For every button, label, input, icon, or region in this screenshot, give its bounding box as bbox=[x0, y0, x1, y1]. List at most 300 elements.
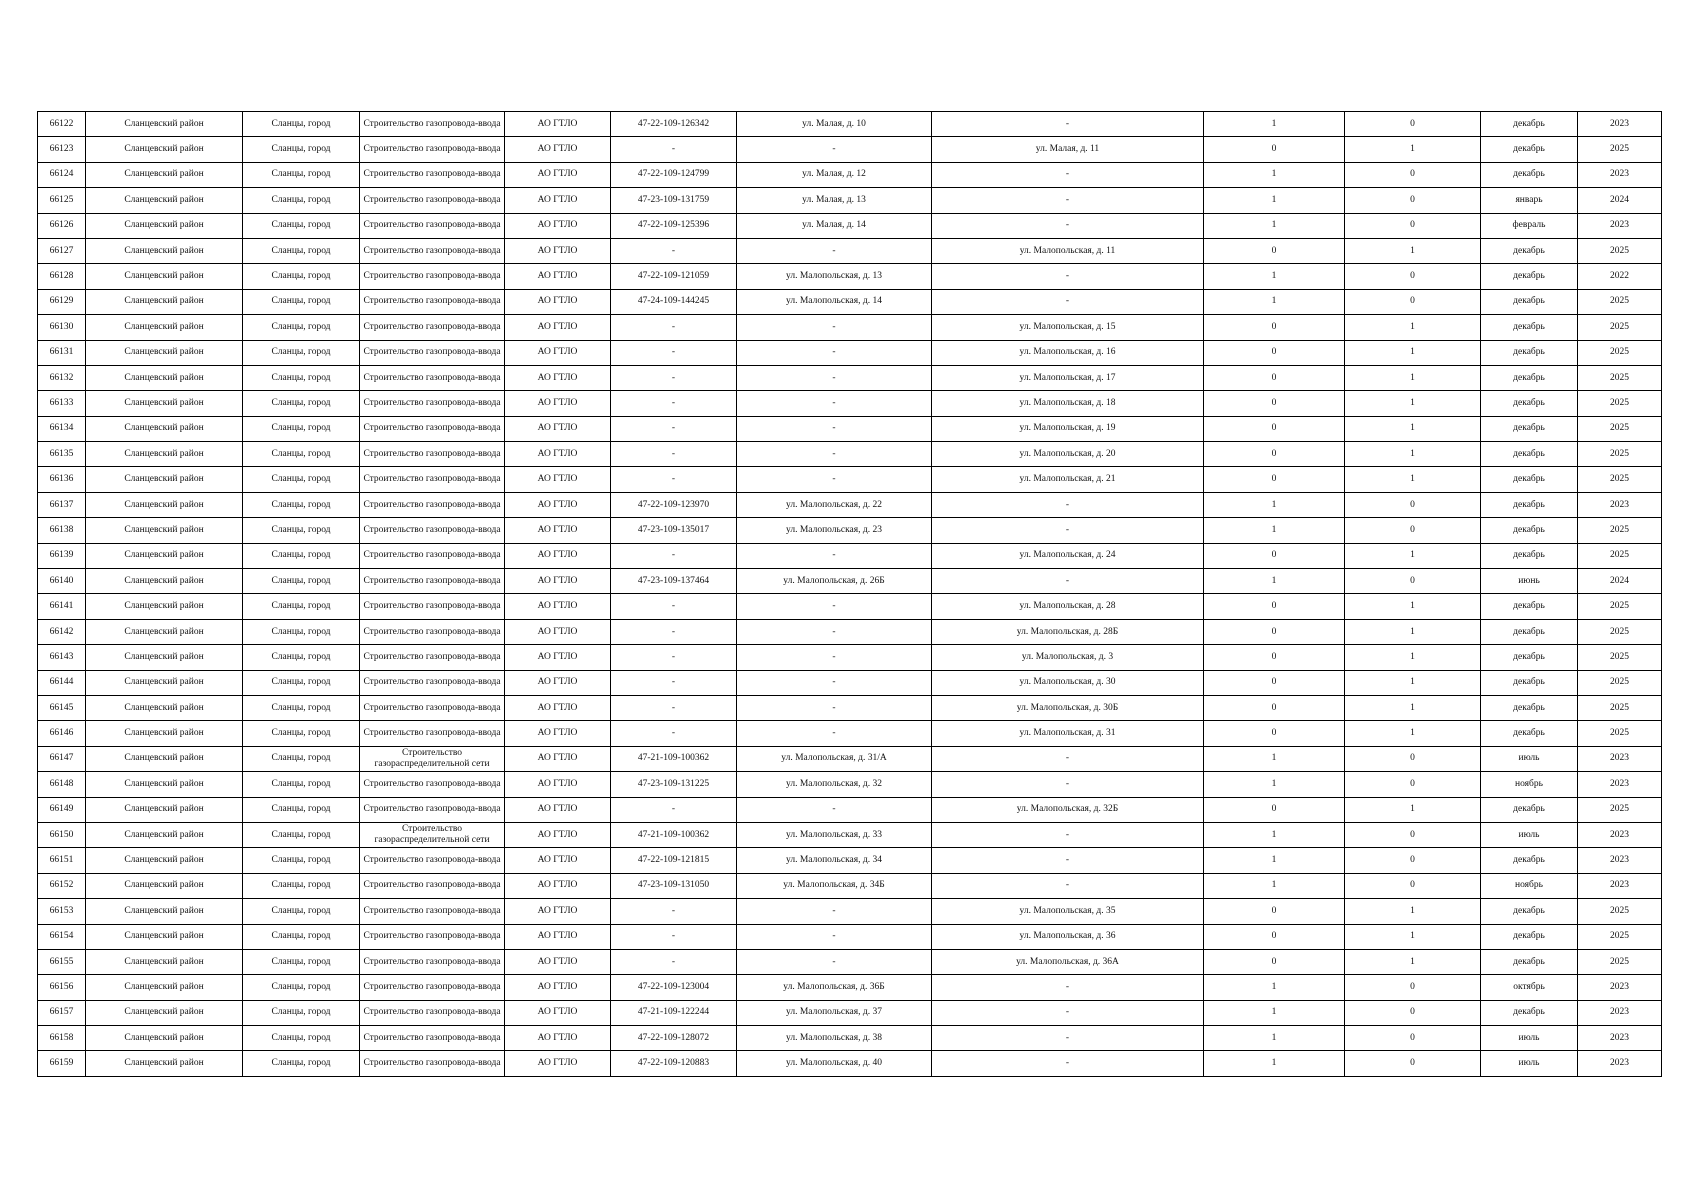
cell-count-built: 0 bbox=[1204, 924, 1345, 949]
cell-count-built: 1 bbox=[1204, 975, 1345, 1000]
cell-year: 2025 bbox=[1578, 365, 1662, 390]
cell-district: Сланцевский район bbox=[86, 848, 243, 873]
cell-organization: АО ГТЛО bbox=[505, 619, 611, 644]
cell-organization: АО ГТЛО bbox=[505, 492, 611, 517]
cell-address-built: ул. Малопольская, д. 32 bbox=[737, 772, 932, 797]
cell-organization: АО ГТЛО bbox=[505, 289, 611, 314]
table-row bbox=[38, 924, 1662, 949]
cell-month: июль bbox=[1481, 1051, 1578, 1076]
cell-year: 2025 bbox=[1578, 137, 1662, 162]
cell-address-built: - bbox=[737, 797, 932, 822]
cell-district: Сланцевский район bbox=[86, 569, 243, 594]
cell-permit-number: - bbox=[611, 467, 737, 492]
cell-count-planned: 1 bbox=[1345, 137, 1481, 162]
cell-address-planned: ул. Малопольская, д. 19 bbox=[932, 416, 1204, 441]
cell-work-type: Строительство газопровода-ввода bbox=[360, 137, 505, 162]
cell-settlement: Сланцы, город bbox=[243, 848, 360, 873]
cell-work-type: Строительство газопровода-ввода bbox=[360, 492, 505, 517]
cell-permit-number: - bbox=[611, 695, 737, 720]
cell-district: Сланцевский район bbox=[86, 416, 243, 441]
cell-month: декабрь bbox=[1481, 848, 1578, 873]
cell-district: Сланцевский район bbox=[86, 467, 243, 492]
cell-organization: АО ГТЛО bbox=[505, 975, 611, 1000]
cell-permit-number: 47-22-109-121815 bbox=[611, 848, 737, 873]
cell-address-planned: ул. Малопольская, д. 3 bbox=[932, 645, 1204, 670]
cell-count-planned: 1 bbox=[1345, 543, 1481, 568]
cell-row-number: 66147 bbox=[38, 746, 86, 771]
cell-address-planned: - bbox=[932, 975, 1204, 1000]
cell-work-type: Строительство газопровода-ввода bbox=[360, 569, 505, 594]
table-row bbox=[38, 873, 1662, 898]
cell-address-built: - bbox=[737, 238, 932, 263]
cell-address-planned: - bbox=[932, 264, 1204, 289]
cell-settlement: Сланцы, город bbox=[243, 975, 360, 1000]
cell-count-planned: 1 bbox=[1345, 797, 1481, 822]
cell-work-type: Строительство газопровода-ввода bbox=[360, 518, 505, 543]
table-row bbox=[38, 797, 1662, 822]
cell-row-number: 66144 bbox=[38, 670, 86, 695]
cell-month: декабрь bbox=[1481, 315, 1578, 340]
table-body bbox=[38, 112, 1662, 1077]
cell-address-built: - bbox=[737, 467, 932, 492]
cell-year: 2025 bbox=[1578, 416, 1662, 441]
cell-count-built: 0 bbox=[1204, 899, 1345, 924]
cell-work-type: Строительство газораспределительной сети bbox=[360, 822, 505, 847]
cell-settlement: Сланцы, город bbox=[243, 340, 360, 365]
cell-year: 2023 bbox=[1578, 213, 1662, 238]
cell-district: Сланцевский район bbox=[86, 137, 243, 162]
cell-count-built: 0 bbox=[1204, 416, 1345, 441]
cell-month: декабрь bbox=[1481, 518, 1578, 543]
cell-year: 2023 bbox=[1578, 1026, 1662, 1051]
cell-permit-number: - bbox=[611, 949, 737, 974]
cell-address-built: - bbox=[737, 315, 932, 340]
cell-address-planned: ул. Малопольская, д. 21 bbox=[932, 467, 1204, 492]
cell-address-planned: - bbox=[932, 162, 1204, 187]
cell-month: декабрь bbox=[1481, 416, 1578, 441]
table-row bbox=[38, 112, 1662, 137]
cell-count-planned: 0 bbox=[1345, 848, 1481, 873]
cell-work-type: Строительство газопровода-ввода bbox=[360, 1051, 505, 1076]
cell-work-type: Строительство газопровода-ввода bbox=[360, 264, 505, 289]
cell-month: декабрь bbox=[1481, 365, 1578, 390]
cell-row-number: 66125 bbox=[38, 188, 86, 213]
cell-year: 2023 bbox=[1578, 112, 1662, 137]
cell-count-planned: 0 bbox=[1345, 188, 1481, 213]
table-row bbox=[38, 340, 1662, 365]
cell-address-planned: - bbox=[932, 822, 1204, 847]
cell-permit-number: - bbox=[611, 543, 737, 568]
cell-address-planned: ул. Малопольская, д. 32Б bbox=[932, 797, 1204, 822]
cell-year: 2025 bbox=[1578, 670, 1662, 695]
cell-permit-number: 47-22-109-121059 bbox=[611, 264, 737, 289]
cell-permit-number: 47-23-109-131225 bbox=[611, 772, 737, 797]
cell-settlement: Сланцы, город bbox=[243, 264, 360, 289]
cell-work-type: Строительство газопровода-ввода bbox=[360, 670, 505, 695]
cell-district: Сланцевский район bbox=[86, 1026, 243, 1051]
cell-work-type: Строительство газопровода-ввода bbox=[360, 924, 505, 949]
cell-count-planned: 1 bbox=[1345, 594, 1481, 619]
cell-settlement: Сланцы, город bbox=[243, 1026, 360, 1051]
cell-count-planned: 0 bbox=[1345, 213, 1481, 238]
cell-settlement: Сланцы, город bbox=[243, 1000, 360, 1025]
cell-organization: АО ГТЛО bbox=[505, 365, 611, 390]
cell-month: декабрь bbox=[1481, 619, 1578, 644]
cell-count-built: 1 bbox=[1204, 518, 1345, 543]
cell-settlement: Сланцы, город bbox=[243, 162, 360, 187]
cell-month: ноябрь bbox=[1481, 873, 1578, 898]
cell-count-planned: 1 bbox=[1345, 467, 1481, 492]
cell-count-built: 0 bbox=[1204, 238, 1345, 263]
cell-count-built: 0 bbox=[1204, 467, 1345, 492]
cell-address-built: ул. Малопольская, д. 22 bbox=[737, 492, 932, 517]
table-row bbox=[38, 721, 1662, 746]
cell-count-built: 1 bbox=[1204, 289, 1345, 314]
cell-address-planned: ул. Малопольская, д. 36 bbox=[932, 924, 1204, 949]
cell-work-type: Строительство газопровода-ввода bbox=[360, 162, 505, 187]
cell-count-built: 0 bbox=[1204, 695, 1345, 720]
cell-permit-number: 47-23-109-131050 bbox=[611, 873, 737, 898]
cell-address-built: - bbox=[737, 949, 932, 974]
cell-year: 2023 bbox=[1578, 822, 1662, 847]
cell-count-built: 1 bbox=[1204, 746, 1345, 771]
cell-permit-number: - bbox=[611, 442, 737, 467]
cell-district: Сланцевский район bbox=[86, 899, 243, 924]
cell-address-planned: ул. Малопольская, д. 17 bbox=[932, 365, 1204, 390]
cell-settlement: Сланцы, город bbox=[243, 569, 360, 594]
cell-settlement: Сланцы, город bbox=[243, 315, 360, 340]
cell-year: 2023 bbox=[1578, 975, 1662, 1000]
cell-district: Сланцевский район bbox=[86, 949, 243, 974]
cell-row-number: 66129 bbox=[38, 289, 86, 314]
cell-count-built: 0 bbox=[1204, 619, 1345, 644]
cell-organization: АО ГТЛО bbox=[505, 949, 611, 974]
table-row bbox=[38, 264, 1662, 289]
cell-count-built: 0 bbox=[1204, 721, 1345, 746]
cell-permit-number: - bbox=[611, 721, 737, 746]
cell-count-planned: 1 bbox=[1345, 416, 1481, 441]
cell-work-type: Строительство газопровода-ввода bbox=[360, 467, 505, 492]
cell-row-number: 66153 bbox=[38, 899, 86, 924]
cell-count-built: 1 bbox=[1204, 1051, 1345, 1076]
cell-count-built: 1 bbox=[1204, 213, 1345, 238]
cell-work-type: Строительство газопровода-ввода bbox=[360, 695, 505, 720]
cell-count-planned: 0 bbox=[1345, 1026, 1481, 1051]
cell-settlement: Сланцы, город bbox=[243, 924, 360, 949]
cell-settlement: Сланцы, город bbox=[243, 797, 360, 822]
cell-year: 2023 bbox=[1578, 873, 1662, 898]
gas-connection-table bbox=[37, 111, 1662, 1077]
cell-month: декабрь bbox=[1481, 721, 1578, 746]
cell-row-number: 66127 bbox=[38, 238, 86, 263]
cell-district: Сланцевский район bbox=[86, 365, 243, 390]
cell-address-built: - bbox=[737, 365, 932, 390]
cell-year: 2023 bbox=[1578, 1000, 1662, 1025]
cell-count-planned: 0 bbox=[1345, 772, 1481, 797]
cell-address-built: ул. Малая, д. 10 bbox=[737, 112, 932, 137]
cell-district: Сланцевский район bbox=[86, 772, 243, 797]
cell-year: 2024 bbox=[1578, 188, 1662, 213]
document-page bbox=[37, 111, 1661, 1077]
cell-address-planned: ул. Малопольская, д. 35 bbox=[932, 899, 1204, 924]
cell-address-planned: - bbox=[932, 1051, 1204, 1076]
cell-permit-number: - bbox=[611, 797, 737, 822]
cell-count-built: 1 bbox=[1204, 1000, 1345, 1025]
cell-month: декабрь bbox=[1481, 264, 1578, 289]
cell-settlement: Сланцы, город bbox=[243, 899, 360, 924]
cell-permit-number: - bbox=[611, 619, 737, 644]
cell-count-built: 1 bbox=[1204, 492, 1345, 517]
cell-district: Сланцевский район bbox=[86, 721, 243, 746]
cell-settlement: Сланцы, город bbox=[243, 238, 360, 263]
table-row bbox=[38, 1000, 1662, 1025]
cell-row-number: 66131 bbox=[38, 340, 86, 365]
cell-district: Сланцевский район bbox=[86, 822, 243, 847]
cell-district: Сланцевский район bbox=[86, 213, 243, 238]
table-row bbox=[38, 949, 1662, 974]
cell-district: Сланцевский район bbox=[86, 619, 243, 644]
cell-district: Сланцевский район bbox=[86, 289, 243, 314]
cell-year: 2023 bbox=[1578, 848, 1662, 873]
cell-address-planned: ул. Малопольская, д. 28 bbox=[932, 594, 1204, 619]
cell-work-type: Строительство газопровода-ввода bbox=[360, 619, 505, 644]
cell-district: Сланцевский район bbox=[86, 670, 243, 695]
cell-settlement: Сланцы, город bbox=[243, 543, 360, 568]
cell-organization: АО ГТЛО bbox=[505, 873, 611, 898]
cell-count-built: 1 bbox=[1204, 1026, 1345, 1051]
cell-row-number: 66132 bbox=[38, 365, 86, 390]
cell-count-planned: 0 bbox=[1345, 492, 1481, 517]
cell-count-planned: 1 bbox=[1345, 365, 1481, 390]
table-row bbox=[38, 670, 1662, 695]
cell-month: декабрь bbox=[1481, 670, 1578, 695]
cell-address-built: ул. Малая, д. 14 bbox=[737, 213, 932, 238]
cell-address-planned: - bbox=[932, 1026, 1204, 1051]
cell-year: 2025 bbox=[1578, 543, 1662, 568]
cell-permit-number: 47-22-109-120883 bbox=[611, 1051, 737, 1076]
cell-address-built: - bbox=[737, 137, 932, 162]
cell-month: июнь bbox=[1481, 569, 1578, 594]
table-row bbox=[38, 695, 1662, 720]
cell-row-number: 66133 bbox=[38, 391, 86, 416]
table-row bbox=[38, 543, 1662, 568]
cell-organization: АО ГТЛО bbox=[505, 315, 611, 340]
cell-year: 2024 bbox=[1578, 569, 1662, 594]
cell-month: декабрь bbox=[1481, 162, 1578, 187]
cell-organization: АО ГТЛО bbox=[505, 924, 611, 949]
table-row bbox=[38, 492, 1662, 517]
cell-work-type: Строительство газопровода-ввода bbox=[360, 594, 505, 619]
cell-month: июль bbox=[1481, 1026, 1578, 1051]
cell-organization: АО ГТЛО bbox=[505, 137, 611, 162]
cell-count-planned: 1 bbox=[1345, 619, 1481, 644]
cell-address-built: - bbox=[737, 670, 932, 695]
cell-settlement: Сланцы, город bbox=[243, 365, 360, 390]
cell-count-planned: 0 bbox=[1345, 822, 1481, 847]
cell-count-built: 0 bbox=[1204, 543, 1345, 568]
table-row bbox=[38, 645, 1662, 670]
cell-work-type: Строительство газопровода-ввода bbox=[360, 213, 505, 238]
cell-address-planned: - bbox=[932, 772, 1204, 797]
cell-count-built: 1 bbox=[1204, 772, 1345, 797]
cell-district: Сланцевский район bbox=[86, 746, 243, 771]
cell-month: декабрь bbox=[1481, 238, 1578, 263]
cell-work-type: Строительство газопровода-ввода bbox=[360, 848, 505, 873]
table-row bbox=[38, 416, 1662, 441]
cell-address-planned: ул. Малопольская, д. 30 bbox=[932, 670, 1204, 695]
cell-organization: АО ГТЛО bbox=[505, 1000, 611, 1025]
cell-address-built: - bbox=[737, 442, 932, 467]
cell-count-planned: 1 bbox=[1345, 899, 1481, 924]
cell-district: Сланцевский район bbox=[86, 162, 243, 187]
cell-district: Сланцевский район bbox=[86, 975, 243, 1000]
cell-organization: АО ГТЛО bbox=[505, 645, 611, 670]
cell-count-planned: 1 bbox=[1345, 340, 1481, 365]
cell-work-type: Строительство газопровода-ввода bbox=[360, 797, 505, 822]
cell-row-number: 66137 bbox=[38, 492, 86, 517]
cell-work-type: Строительство газораспределительной сети bbox=[360, 746, 505, 771]
cell-district: Сланцевский район bbox=[86, 1000, 243, 1025]
cell-organization: АО ГТЛО bbox=[505, 188, 611, 213]
cell-row-number: 66141 bbox=[38, 594, 86, 619]
cell-row-number: 66123 bbox=[38, 137, 86, 162]
cell-row-number: 66126 bbox=[38, 213, 86, 238]
cell-permit-number: 47-21-109-100362 bbox=[611, 822, 737, 847]
table-row bbox=[38, 899, 1662, 924]
cell-organization: АО ГТЛО bbox=[505, 772, 611, 797]
cell-address-built: - bbox=[737, 645, 932, 670]
cell-address-planned: ул. Малопольская, д. 28Б bbox=[932, 619, 1204, 644]
cell-address-planned: ул. Малопольская, д. 36А bbox=[932, 949, 1204, 974]
cell-row-number: 66154 bbox=[38, 924, 86, 949]
cell-district: Сланцевский район bbox=[86, 873, 243, 898]
table-row bbox=[38, 619, 1662, 644]
cell-address-built: ул. Малопольская, д. 34Б bbox=[737, 873, 932, 898]
cell-row-number: 66130 bbox=[38, 315, 86, 340]
cell-district: Сланцевский район bbox=[86, 1051, 243, 1076]
cell-permit-number: - bbox=[611, 391, 737, 416]
cell-organization: АО ГТЛО bbox=[505, 416, 611, 441]
table-row bbox=[38, 289, 1662, 314]
cell-address-built: - bbox=[737, 695, 932, 720]
cell-year: 2025 bbox=[1578, 518, 1662, 543]
cell-work-type: Строительство газопровода-ввода bbox=[360, 645, 505, 670]
cell-address-planned: ул. Малая, д. 11 bbox=[932, 137, 1204, 162]
cell-row-number: 66135 bbox=[38, 442, 86, 467]
cell-count-built: 0 bbox=[1204, 645, 1345, 670]
cell-district: Сланцевский район bbox=[86, 797, 243, 822]
cell-count-planned: 0 bbox=[1345, 112, 1481, 137]
cell-row-number: 66150 bbox=[38, 822, 86, 847]
table-row bbox=[38, 391, 1662, 416]
cell-organization: АО ГТЛО bbox=[505, 848, 611, 873]
cell-settlement: Сланцы, город bbox=[243, 695, 360, 720]
cell-organization: АО ГТЛО bbox=[505, 1026, 611, 1051]
cell-address-planned: ул. Малопольская, д. 24 bbox=[932, 543, 1204, 568]
cell-address-built: ул. Малопольская, д. 31/А bbox=[737, 746, 932, 771]
cell-count-built: 1 bbox=[1204, 873, 1345, 898]
cell-organization: АО ГТЛО bbox=[505, 340, 611, 365]
cell-month: октябрь bbox=[1481, 975, 1578, 1000]
cell-address-planned: - bbox=[932, 1000, 1204, 1025]
cell-organization: АО ГТЛО bbox=[505, 112, 611, 137]
cell-count-built: 0 bbox=[1204, 137, 1345, 162]
cell-permit-number: 47-22-109-128072 bbox=[611, 1026, 737, 1051]
cell-row-number: 66139 bbox=[38, 543, 86, 568]
cell-month: декабрь bbox=[1481, 467, 1578, 492]
cell-organization: АО ГТЛО bbox=[505, 264, 611, 289]
cell-count-planned: 1 bbox=[1345, 670, 1481, 695]
cell-count-built: 0 bbox=[1204, 949, 1345, 974]
cell-row-number: 66157 bbox=[38, 1000, 86, 1025]
cell-month: декабрь bbox=[1481, 492, 1578, 517]
cell-settlement: Сланцы, город bbox=[243, 112, 360, 137]
cell-permit-number: 47-21-109-122244 bbox=[611, 1000, 737, 1025]
cell-settlement: Сланцы, город bbox=[243, 467, 360, 492]
cell-month: декабрь bbox=[1481, 899, 1578, 924]
table-row bbox=[38, 213, 1662, 238]
cell-settlement: Сланцы, город bbox=[243, 721, 360, 746]
cell-permit-number: - bbox=[611, 340, 737, 365]
cell-organization: АО ГТЛО bbox=[505, 594, 611, 619]
cell-organization: АО ГТЛО bbox=[505, 213, 611, 238]
cell-row-number: 66128 bbox=[38, 264, 86, 289]
cell-work-type: Строительство газопровода-ввода bbox=[360, 975, 505, 1000]
table-row bbox=[38, 365, 1662, 390]
cell-permit-number: - bbox=[611, 315, 737, 340]
cell-organization: АО ГТЛО bbox=[505, 518, 611, 543]
cell-month: февраль bbox=[1481, 213, 1578, 238]
cell-year: 2025 bbox=[1578, 442, 1662, 467]
cell-work-type: Строительство газопровода-ввода bbox=[360, 340, 505, 365]
cell-month: декабрь bbox=[1481, 112, 1578, 137]
cell-address-planned: ул. Малопольская, д. 15 bbox=[932, 315, 1204, 340]
cell-count-built: 0 bbox=[1204, 391, 1345, 416]
cell-row-number: 66142 bbox=[38, 619, 86, 644]
cell-year: 2022 bbox=[1578, 264, 1662, 289]
table-row bbox=[38, 746, 1662, 771]
cell-organization: АО ГТЛО bbox=[505, 746, 611, 771]
cell-address-planned: ул. Малопольская, д. 16 bbox=[932, 340, 1204, 365]
cell-month: декабрь bbox=[1481, 391, 1578, 416]
cell-address-built: - bbox=[737, 543, 932, 568]
cell-count-built: 0 bbox=[1204, 594, 1345, 619]
cell-organization: АО ГТЛО bbox=[505, 721, 611, 746]
table-row bbox=[38, 772, 1662, 797]
cell-address-built: - bbox=[737, 924, 932, 949]
cell-address-planned: - bbox=[932, 848, 1204, 873]
cell-settlement: Сланцы, город bbox=[243, 619, 360, 644]
cell-year: 2023 bbox=[1578, 162, 1662, 187]
cell-district: Сланцевский район bbox=[86, 543, 243, 568]
table-row bbox=[38, 975, 1662, 1000]
cell-year: 2025 bbox=[1578, 619, 1662, 644]
cell-settlement: Сланцы, город bbox=[243, 1051, 360, 1076]
table-row bbox=[38, 467, 1662, 492]
cell-permit-number: - bbox=[611, 594, 737, 619]
cell-district: Сланцевский район bbox=[86, 518, 243, 543]
cell-organization: АО ГТЛО bbox=[505, 670, 611, 695]
cell-organization: АО ГТЛО bbox=[505, 569, 611, 594]
cell-row-number: 66155 bbox=[38, 949, 86, 974]
cell-row-number: 66149 bbox=[38, 797, 86, 822]
cell-count-planned: 1 bbox=[1345, 949, 1481, 974]
cell-address-planned: - bbox=[932, 569, 1204, 594]
cell-count-built: 1 bbox=[1204, 822, 1345, 847]
cell-address-planned: - bbox=[932, 289, 1204, 314]
cell-settlement: Сланцы, город bbox=[243, 213, 360, 238]
cell-district: Сланцевский район bbox=[86, 340, 243, 365]
